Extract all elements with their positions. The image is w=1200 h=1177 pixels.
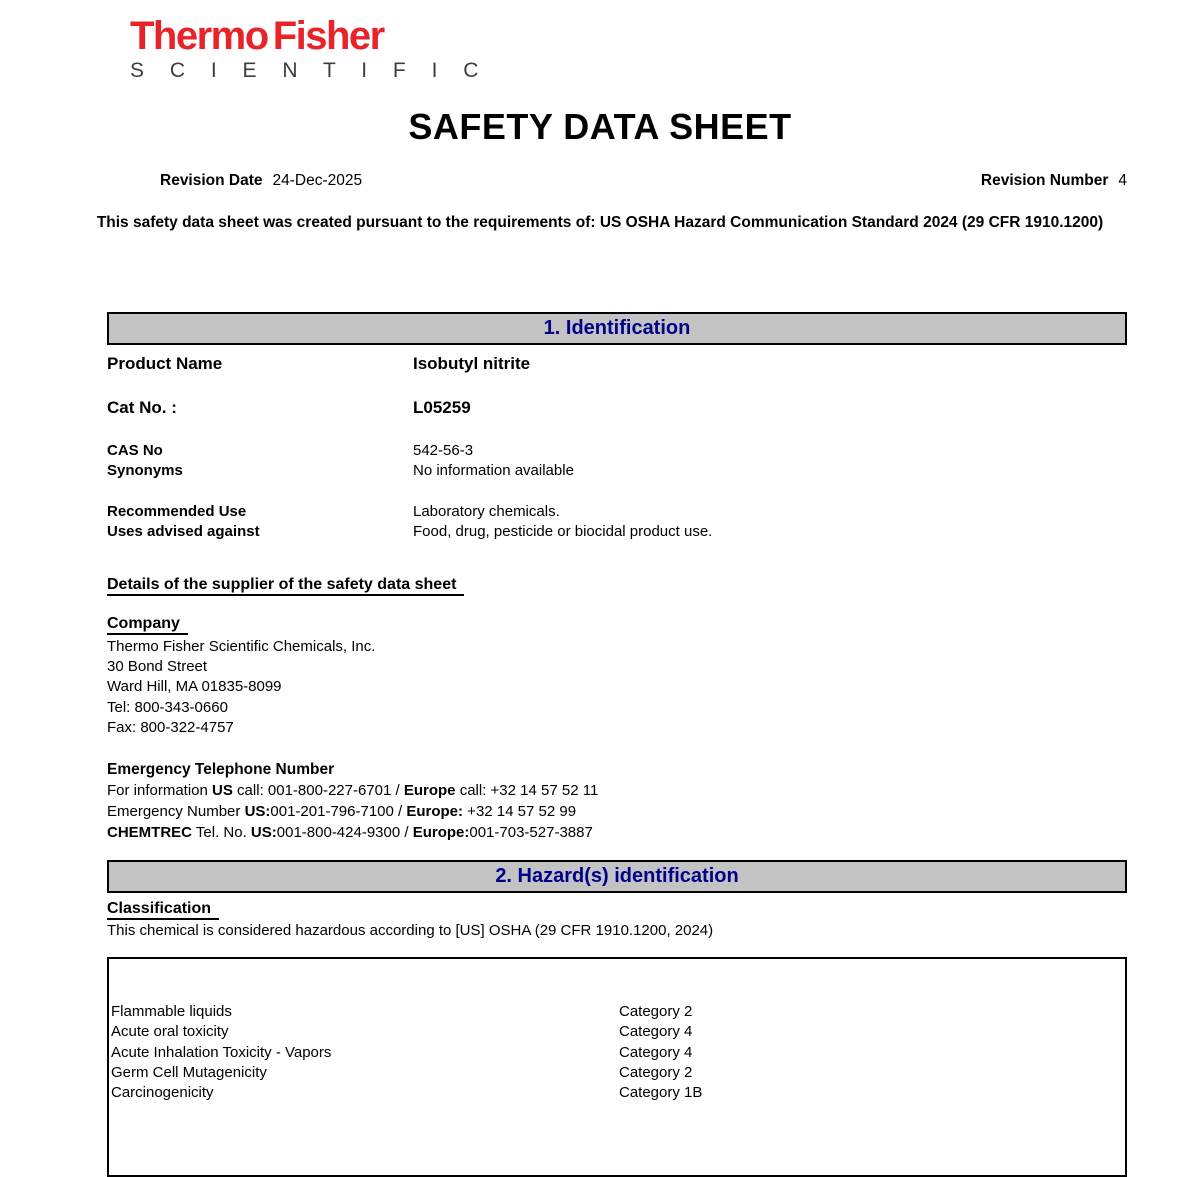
- product-name-value: Isobutyl nitrite: [413, 354, 531, 373]
- hazard-class-name: Flammable liquids: [111, 1003, 232, 1021]
- revision-number-value: 4: [1118, 172, 1127, 189]
- hazard-category: Category 1B: [619, 1084, 703, 1102]
- emergency-line-info: For information US call: 001-800-227-6701 / Europe call: +32 14 57 52 11: [107, 782, 599, 800]
- classification-row: [111, 1083, 1123, 1103]
- logo-thermo: Thermo: [130, 14, 268, 58]
- recommended-use-value: Laboratory chemicals.: [413, 503, 560, 520]
- cat-no-label: Cat No. :: [107, 398, 177, 417]
- classification-heading: Classification: [107, 899, 219, 920]
- cas-no-value: 542-56-3: [413, 442, 474, 459]
- hazard-class-name: Acute oral toxicity: [111, 1023, 229, 1041]
- classification-row: [111, 1063, 1123, 1083]
- emergency-heading: Emergency Telephone Number: [107, 761, 335, 779]
- company-name-line: Thermo Fisher Scientific Chemicals, Inc.: [107, 638, 376, 655]
- classification-table: [107, 957, 1127, 1177]
- hazard-class-name: Germ Cell Mutagenicity: [111, 1063, 267, 1081]
- product-name-row: [107, 354, 1127, 376]
- revision-row: [107, 172, 1127, 190]
- revision-number-label: Revision Number: [980, 172, 1109, 189]
- classification-heading-wrap: [107, 899, 1127, 920]
- classification-row: [111, 1043, 1123, 1063]
- emergency-lines: [107, 780, 1127, 843]
- supplier-details-heading: Details of the supplier of the safety data sheet: [107, 575, 464, 596]
- logo-fisher: Fisher: [272, 14, 384, 58]
- synonyms-value: No information available: [413, 462, 574, 479]
- synonyms-row: [107, 461, 1127, 481]
- pursuant-statement: This safety data sheet was created pursuant to the requirements of: US OSHA Hazard Communication Standard 2024 (29 CFR 1910.1200): [96, 214, 1104, 231]
- hazard-category: Category 2: [619, 1003, 693, 1021]
- logo-scientific: S C I E N T I F I C: [130, 59, 489, 82]
- company-address: [107, 637, 1127, 738]
- page-title: SAFETY DATA SHEET: [408, 106, 792, 147]
- hazard-category: Category 4: [619, 1023, 693, 1041]
- use-block: [107, 502, 1127, 542]
- cas-synonyms-block: [107, 441, 1127, 481]
- classification-row: [111, 1002, 1123, 1022]
- recommended-use-label: Recommended Use: [107, 503, 247, 520]
- thermofisher-logo: [130, 16, 488, 83]
- recommended-use-row: [107, 502, 1127, 522]
- hazard-category: Category 4: [619, 1043, 693, 1061]
- hazard-category: Category 2: [619, 1063, 693, 1081]
- synonyms-label: Synonyms: [107, 462, 183, 479]
- section-1-header: 1. Identification: [107, 312, 1127, 345]
- cat-no-value: L05259: [413, 398, 471, 417]
- supplier-details-heading-wrap: [107, 575, 1127, 596]
- cas-no-row: [107, 441, 1127, 461]
- revision-date-value: 24-Dec-2025: [272, 172, 363, 189]
- cas-no-label: CAS No: [107, 442, 163, 459]
- revision-date-label: Revision Date: [160, 172, 263, 189]
- logo-wordmark: [130, 16, 488, 56]
- cat-no-row: [107, 398, 1127, 420]
- company-fax-line: Fax: 800-322-4757: [107, 718, 234, 736]
- product-name-label: Product Name: [107, 354, 223, 373]
- company-heading: Company: [107, 614, 188, 635]
- section-2-header: 2. Hazard(s) identification: [107, 860, 1127, 893]
- uses-advised-label: Uses advised against: [107, 523, 260, 540]
- company-tel-line: Tel: 800-343-0660: [107, 698, 228, 716]
- company-heading-wrap: [107, 614, 1127, 635]
- hazard-class-name: Acute Inhalation Toxicity - Vapors: [111, 1043, 332, 1061]
- company-street-line: 30 Bond Street: [107, 658, 208, 676]
- classification-sentence: This chemical is considered hazardous according to [US] OSHA (29 CFR 1910.1200, 2024): [107, 922, 714, 940]
- hazard-class-name: Carcinogenicity: [111, 1084, 214, 1102]
- classification-row: [111, 1022, 1123, 1042]
- emergency-line-chemtrec: CHEMTREC Tel. No. US:001-800-424-9300 / Europe:001-703-527-3887: [107, 824, 593, 842]
- uses-advised-row: [107, 522, 1127, 542]
- emergency-line-number: Emergency Number US:001-201-796-7100 / Europe: +32 14 57 52 99: [107, 803, 577, 821]
- revision-number: [981, 172, 1127, 190]
- document-body: [107, 312, 1127, 1177]
- company-city-line: Ward Hill, MA 01835-8099: [107, 678, 282, 696]
- revision-date: [160, 172, 362, 190]
- uses-advised-value: Food, drug, pesticide or biocidal product use.: [413, 523, 713, 540]
